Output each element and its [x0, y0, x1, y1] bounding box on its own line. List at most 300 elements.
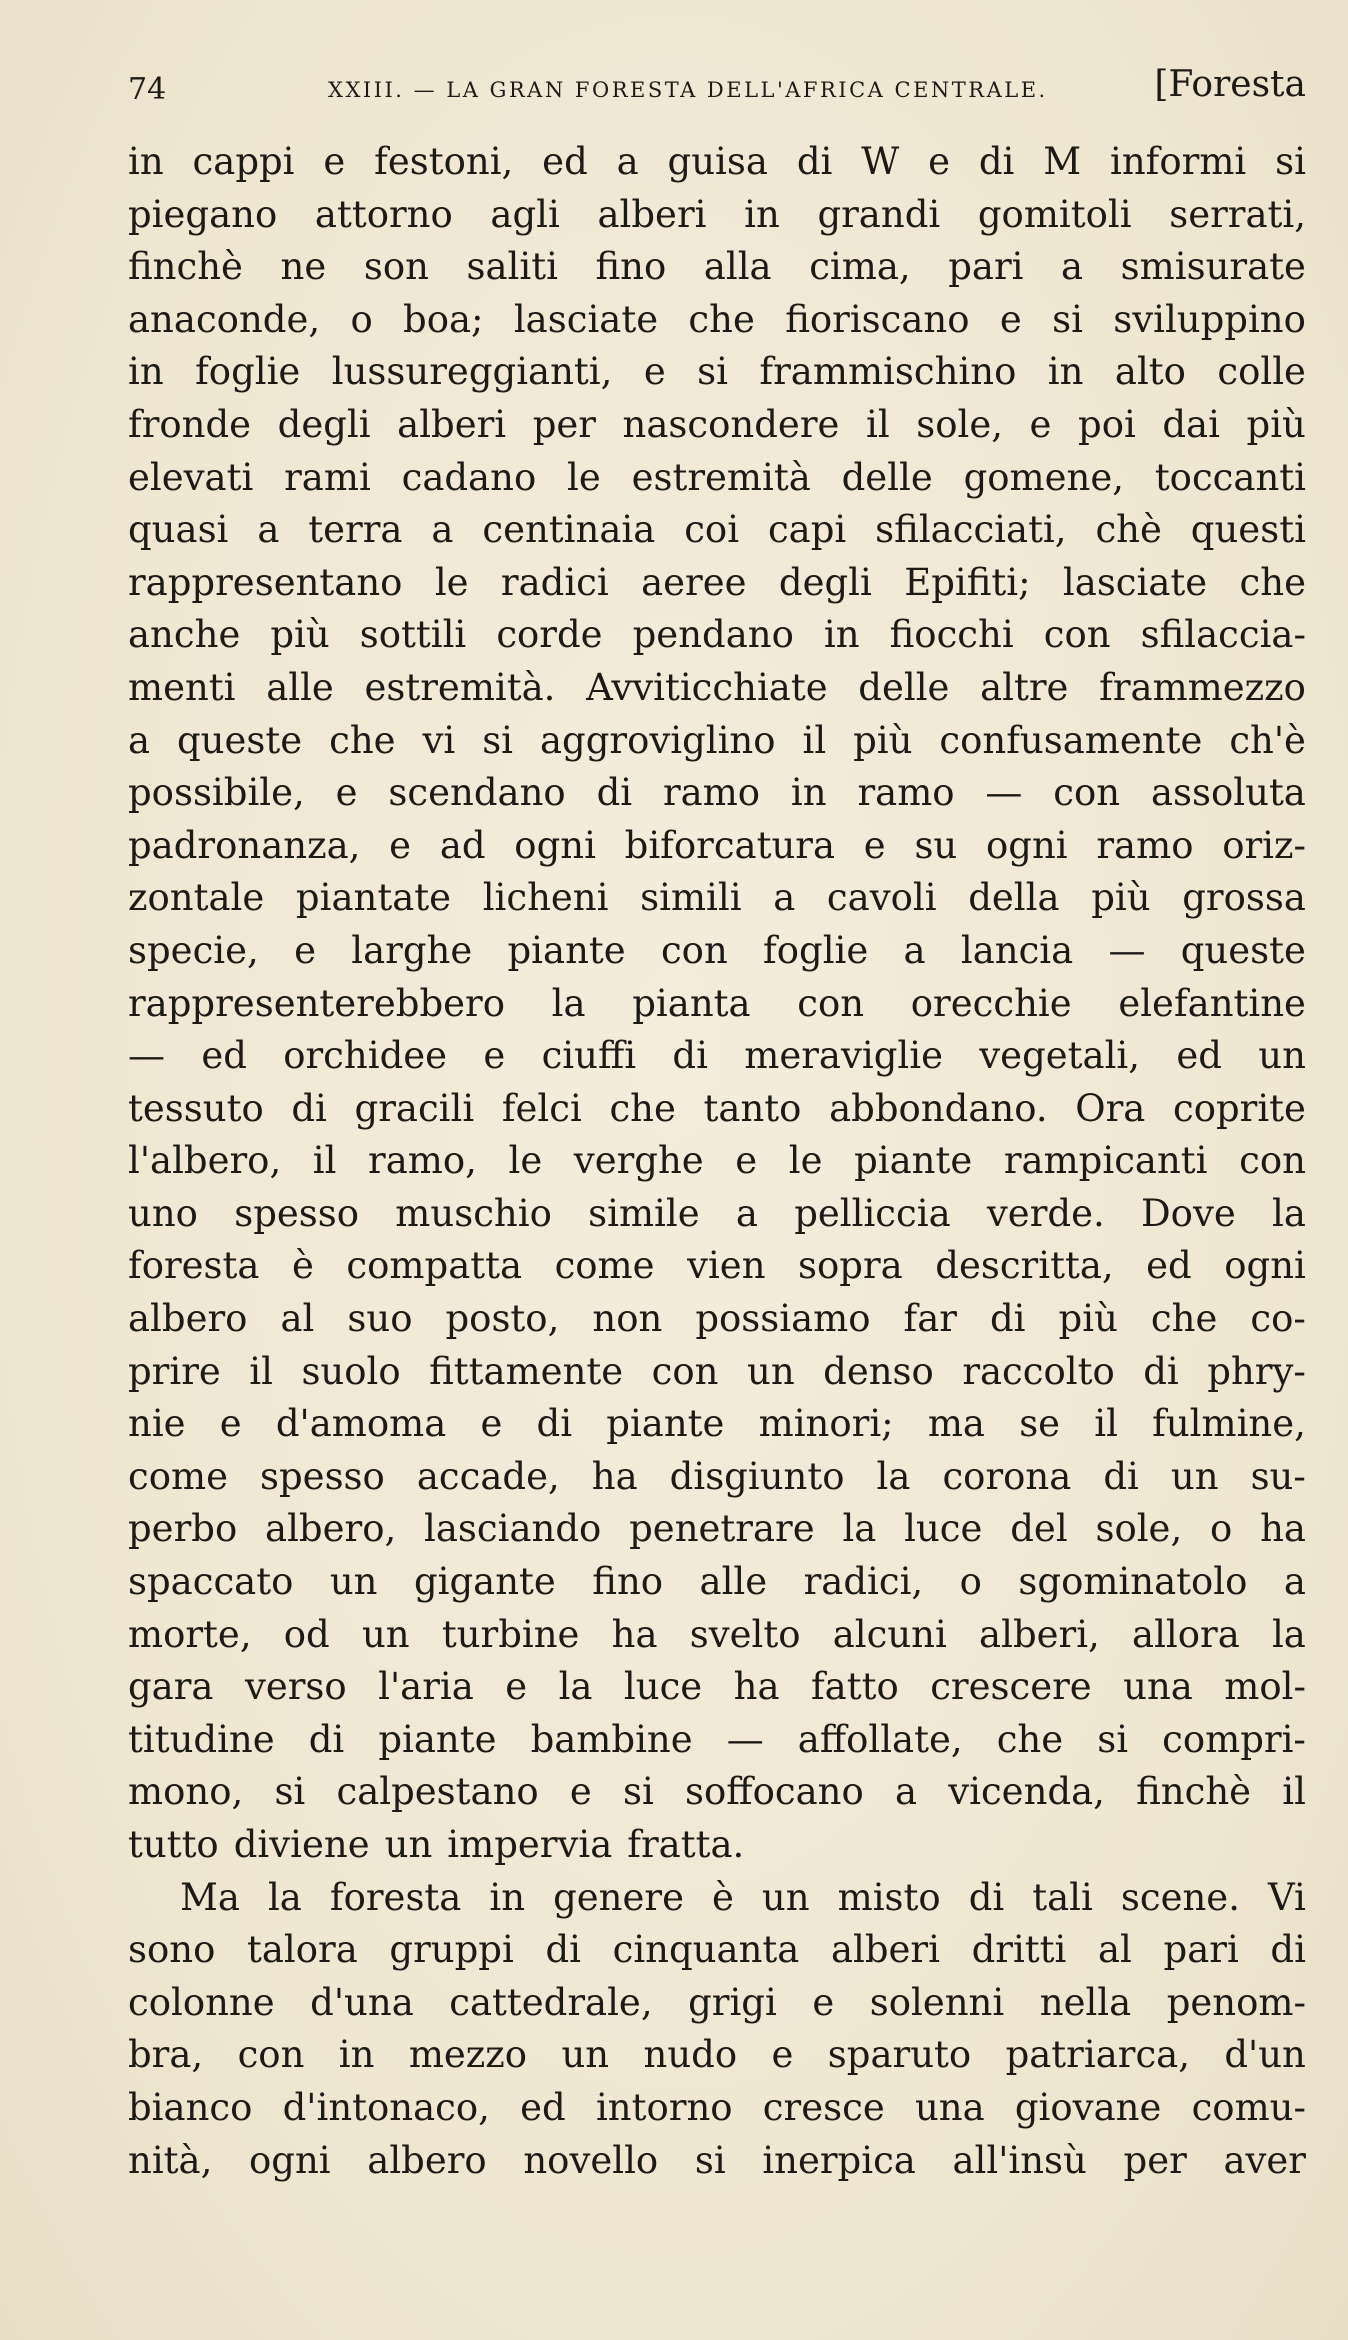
word: di [291, 1086, 327, 1130]
word: ha [591, 1454, 638, 1498]
text-line [128, 241, 1306, 294]
word: altre [980, 665, 1069, 709]
word: ciuffi [541, 1034, 637, 1078]
word: od [283, 1612, 330, 1656]
word: grigi [688, 1980, 777, 2024]
word: foglie [763, 928, 869, 972]
word: e [863, 823, 886, 867]
word: è [292, 1244, 314, 1288]
word: lussureggianti, [331, 350, 613, 394]
word: finchè [128, 245, 243, 289]
text-line [128, 294, 1306, 347]
text-line [128, 1766, 1306, 1819]
word: la [558, 1665, 593, 1709]
word: rampicanti [1003, 1139, 1208, 1183]
word: non [592, 1297, 663, 1341]
word: si [482, 718, 514, 762]
word: — [726, 1717, 764, 1761]
word: rappresenterebbero [128, 981, 505, 1025]
text-line [128, 1030, 1306, 1083]
word: che [329, 718, 396, 762]
word: più [1091, 876, 1151, 920]
word: a [1283, 1560, 1306, 1604]
word: cavoli [826, 876, 937, 920]
word: sopra [798, 1244, 903, 1288]
word: gomene, [963, 455, 1124, 499]
word: albero, [265, 1507, 397, 1551]
word: Ma [180, 1875, 240, 1919]
word: di [536, 1402, 573, 1446]
word: a [431, 508, 454, 552]
word: chè [1095, 508, 1162, 552]
word: ma [927, 1402, 985, 1446]
word: delle [858, 665, 950, 709]
word: meraviglie [744, 1034, 943, 1078]
text-line [128, 1188, 1306, 1241]
word: Epifiti; [904, 560, 1031, 604]
word: ogni [1224, 1244, 1306, 1288]
word: sgominatolo [1018, 1560, 1248, 1604]
word: penetrare [629, 1507, 815, 1551]
text-line [128, 189, 1306, 242]
running-head: XXIII. — LA GRAN FORESTA DELL'AFRICA CENTRALE. [328, 78, 1048, 102]
word: in [744, 192, 780, 236]
word: radici [500, 560, 609, 604]
text-line [128, 2082, 1306, 2135]
word: di [968, 1875, 1005, 1919]
word: e [483, 1034, 506, 1078]
text-line [128, 1819, 1306, 1872]
word: inerpica [762, 2138, 916, 2182]
word: verso [244, 1665, 347, 1709]
word: fatto [810, 1665, 899, 1709]
word: a [616, 140, 639, 183]
word: tali [1032, 1875, 1093, 1919]
word: scene. [1120, 1875, 1240, 1919]
word: — [985, 771, 1023, 815]
body-text [128, 136, 1306, 2187]
word: e [569, 1770, 592, 1814]
word: estremità [631, 455, 811, 499]
word: guisa [667, 140, 768, 183]
word: e [480, 1402, 503, 1446]
word: felci [501, 1086, 582, 1130]
word: oriz- [1222, 823, 1306, 867]
word: lancia [960, 928, 1074, 972]
word: l'aria [378, 1665, 474, 1709]
word: su- [1250, 1454, 1306, 1498]
word: di [545, 1928, 581, 1972]
word: giovane [1014, 2085, 1162, 2129]
word: padronanza, [128, 823, 361, 867]
word: sfilaccia- [1140, 613, 1306, 657]
word: le [567, 455, 601, 499]
word: son [363, 245, 429, 289]
word: la [876, 1454, 911, 1498]
word: rami [284, 455, 371, 499]
word: orecchie [910, 981, 1072, 1025]
text-line [128, 715, 1306, 768]
word: simili [640, 876, 742, 920]
word: raccolto [962, 1349, 1115, 1393]
text-line [128, 820, 1306, 873]
word: pianta [632, 981, 751, 1025]
word: alberi [830, 1928, 940, 1972]
word: un [1170, 1454, 1219, 1498]
word: Ora [1075, 1086, 1146, 1130]
word: il [1094, 1402, 1118, 1446]
word: gara [128, 1665, 214, 1709]
word: assoluta [1150, 771, 1306, 815]
word: con [237, 2033, 305, 2077]
word: ramo [857, 771, 955, 815]
word: affollate, [797, 1717, 963, 1761]
text-line [128, 1503, 1306, 1556]
word: fioriscano [785, 297, 970, 341]
word: si [697, 350, 728, 394]
word: al [1097, 1928, 1132, 1972]
word: vien [687, 1244, 766, 1288]
word: tanto [703, 1086, 802, 1130]
word: ed [542, 140, 588, 183]
word: aggroviglino [539, 718, 776, 762]
word: ha [1260, 1507, 1306, 1551]
word: un [361, 1612, 410, 1656]
word: la [267, 1875, 302, 1919]
word: e [219, 1402, 242, 1446]
word: vicenda, [948, 1770, 1105, 1814]
word: un [746, 1349, 795, 1393]
text-line [128, 872, 1306, 925]
word: ramo [662, 771, 761, 815]
word: cattedrale, [449, 1980, 653, 2024]
word: l'albero, [128, 1139, 282, 1183]
word: con [1053, 771, 1121, 815]
text-line [128, 346, 1306, 399]
word: sottili [359, 613, 467, 657]
word: cresce [762, 2085, 885, 2129]
word: fulmine, [1152, 1402, 1306, 1446]
word: a [773, 876, 796, 920]
word: e [323, 140, 346, 183]
word: gruppi [389, 1928, 514, 1972]
word: possiamo [695, 1297, 871, 1341]
word: tessuto [128, 1086, 264, 1130]
word: calpestano [336, 1770, 539, 1814]
word: terra [308, 508, 403, 552]
text-line [128, 1872, 1306, 1925]
word: di [308, 1717, 345, 1761]
word: abbondano. [829, 1086, 1048, 1130]
word: o [959, 1560, 982, 1604]
word: queste [177, 718, 303, 762]
word: descritta, [935, 1244, 1114, 1288]
word: cima, [809, 245, 911, 289]
text-line [128, 1924, 1306, 1977]
word: si [1275, 140, 1306, 183]
word: d'un [1224, 2033, 1306, 2077]
word: la [1271, 1612, 1306, 1656]
text-line [128, 1556, 1306, 1609]
word: sono [128, 1928, 216, 1972]
text-line [128, 978, 1306, 1031]
word: ha [733, 1665, 780, 1709]
word: alcuni [832, 1612, 947, 1656]
word: a [257, 508, 280, 552]
word: un [329, 1560, 378, 1604]
word: in [790, 771, 827, 815]
word: ch'è [1229, 718, 1306, 762]
word: di [1270, 1928, 1306, 1972]
word: albero [128, 1297, 248, 1341]
word: morte, [128, 1612, 252, 1656]
word: ne [280, 245, 327, 289]
word: pari [1163, 1928, 1239, 1972]
word: ogni [514, 823, 596, 867]
word: un [561, 2033, 610, 2077]
word: Avviticchiate [586, 665, 828, 709]
word: come [128, 1454, 228, 1498]
word: denso [823, 1349, 934, 1393]
word: del [1010, 1507, 1068, 1551]
word: un [761, 1875, 810, 1919]
word: perbo [128, 1507, 238, 1551]
word: alle [699, 1560, 768, 1604]
word: che [609, 1086, 676, 1130]
word: se [1019, 1402, 1061, 1446]
word: alto [1114, 350, 1186, 394]
word: coprite [1172, 1086, 1306, 1130]
word: minori; [758, 1402, 894, 1446]
word: che [1239, 560, 1306, 604]
word: impervia [447, 1823, 613, 1866]
word: mono, [128, 1770, 244, 1814]
word: allora [1132, 1612, 1240, 1656]
word: novello [523, 2138, 659, 2182]
word: piegano [128, 192, 278, 236]
text-line [128, 2029, 1306, 2082]
word: fronde [128, 402, 252, 446]
word: alberi [397, 402, 507, 446]
word: fiocchi [889, 613, 1014, 657]
word: un [384, 1823, 433, 1866]
word: prire [128, 1349, 221, 1393]
word: specie, [128, 928, 259, 972]
text-line [128, 1135, 1306, 1188]
word: su [914, 823, 958, 867]
text-line [128, 504, 1306, 557]
word: la [551, 981, 586, 1025]
word: menti [128, 665, 236, 709]
word: bra, [128, 2033, 204, 2077]
word: boa; [403, 297, 484, 341]
word: cadano [401, 455, 537, 499]
word: lasciando [424, 1507, 602, 1551]
word: lasciate [1062, 560, 1208, 604]
word: coi [684, 508, 740, 552]
word: misto [837, 1875, 941, 1919]
word: anaconde, [128, 297, 321, 341]
word: più [1058, 1297, 1118, 1341]
word: spesso [234, 1191, 360, 1235]
word: elefantine [1118, 981, 1306, 1025]
page-number: 74 [128, 72, 167, 107]
word: albero [367, 2138, 487, 2182]
word: nie [128, 1402, 186, 1446]
word: e [812, 1980, 835, 2024]
word: ed [201, 1034, 247, 1078]
word: diviene [233, 1823, 370, 1866]
word: co- [1250, 1297, 1306, 1341]
word: quasi [128, 508, 229, 552]
word: con [651, 1349, 719, 1393]
word: e [1029, 402, 1052, 446]
word: biforcatura [624, 823, 836, 867]
word: ed [1176, 1034, 1222, 1078]
word: all'insù [952, 2138, 1087, 2182]
word: dai [1162, 402, 1220, 446]
word: nità, [128, 2138, 213, 2182]
word: corde [496, 613, 603, 657]
word: far [903, 1297, 957, 1341]
word: ed [1146, 1244, 1192, 1288]
word: che [1150, 1297, 1218, 1341]
word: solenni [869, 1980, 1005, 2024]
word: mol- [1224, 1665, 1306, 1709]
word: foresta [329, 1875, 462, 1919]
word: larghe [351, 928, 473, 972]
word: smisurate [1120, 245, 1306, 289]
word: elevati [128, 455, 254, 499]
word: M [1043, 140, 1082, 183]
word: alberi, [979, 1612, 1100, 1656]
word: uno [128, 1191, 198, 1235]
word: alle [266, 665, 334, 709]
word: la [842, 1507, 877, 1551]
text-line [128, 1451, 1306, 1504]
word: disgiunto [669, 1454, 845, 1498]
word: scendano [388, 771, 566, 815]
word: dritti [971, 1928, 1067, 1972]
word: lasciate [513, 297, 659, 341]
word: gomitoli [977, 192, 1132, 236]
word: finchè [1136, 1770, 1252, 1814]
word: la [1272, 1191, 1306, 1235]
word: sfilacciati, [875, 508, 1067, 552]
word: a [894, 1770, 918, 1814]
word: poi [1078, 402, 1136, 446]
word: patriarca, [1005, 2033, 1190, 2077]
word: e [643, 350, 666, 394]
word: d'una [310, 1980, 414, 2024]
word: cappi [192, 140, 295, 183]
word: sole, [1095, 1507, 1183, 1551]
word: crescere [930, 1665, 1092, 1709]
word: ha [611, 1612, 658, 1656]
word: o [350, 297, 373, 341]
word: anche [128, 613, 241, 657]
word: in [489, 1875, 526, 1919]
word: le [508, 1139, 543, 1183]
word: fittamente [429, 1349, 624, 1393]
word: soffocano [685, 1770, 864, 1814]
word: degli [778, 560, 872, 604]
text-line [128, 557, 1306, 610]
text-line [128, 767, 1306, 820]
word: Dove [1141, 1191, 1236, 1235]
word: simile [588, 1191, 700, 1235]
word: e [999, 297, 1022, 341]
word: si [694, 2138, 726, 2182]
word: possibile, [128, 771, 305, 815]
word: estremità. [364, 665, 556, 709]
word: fratta. [627, 1823, 745, 1866]
text-line [128, 136, 1306, 189]
word: come [554, 1244, 655, 1288]
word: frammezzo [1099, 665, 1306, 709]
word: fino [595, 245, 667, 289]
word: pelliccia [794, 1191, 951, 1235]
word: il [865, 402, 890, 446]
word: colonne [128, 1980, 275, 2024]
word: — [128, 1034, 165, 1078]
word: con [1043, 613, 1111, 657]
word: e [505, 1665, 528, 1709]
word: si [1052, 297, 1083, 341]
word: Vi [1267, 1875, 1306, 1919]
word: e [735, 1139, 758, 1183]
word: agli [490, 192, 560, 236]
word: luce [904, 1507, 983, 1551]
text-line [128, 1398, 1306, 1451]
word: di [796, 140, 833, 183]
text-line [128, 1346, 1306, 1399]
word: il [1282, 1770, 1306, 1814]
word: suo [347, 1297, 413, 1341]
text-line [128, 1661, 1306, 1714]
text-line [128, 452, 1306, 505]
word: suolo [301, 1349, 401, 1393]
text-line [128, 1240, 1306, 1293]
word: centinaia [482, 508, 656, 552]
word: queste [1180, 928, 1306, 972]
word: delle [841, 455, 933, 499]
word: spaccato [128, 1560, 294, 1604]
word: più [1246, 402, 1306, 446]
word: alberi [597, 192, 707, 236]
word: il [802, 718, 827, 762]
word: turbine [441, 1612, 580, 1656]
word: degli [277, 402, 371, 446]
word: d'intonaco, [282, 2085, 490, 2129]
text-line [128, 1977, 1306, 2030]
word: ad [439, 823, 486, 867]
word: spesso [260, 1454, 385, 1498]
word: saliti [466, 245, 558, 289]
word: con [1239, 1139, 1306, 1183]
word: capi [767, 508, 847, 552]
word: al [280, 1297, 315, 1341]
word: posto, [445, 1297, 560, 1341]
word: di [672, 1034, 708, 1078]
word: nella [1039, 1980, 1132, 2024]
word: sparuto [827, 2033, 972, 2077]
word: questi [1190, 508, 1306, 552]
word: e [335, 771, 358, 815]
word: e [294, 928, 316, 972]
text-line [128, 925, 1306, 978]
word: piante [378, 1717, 497, 1761]
